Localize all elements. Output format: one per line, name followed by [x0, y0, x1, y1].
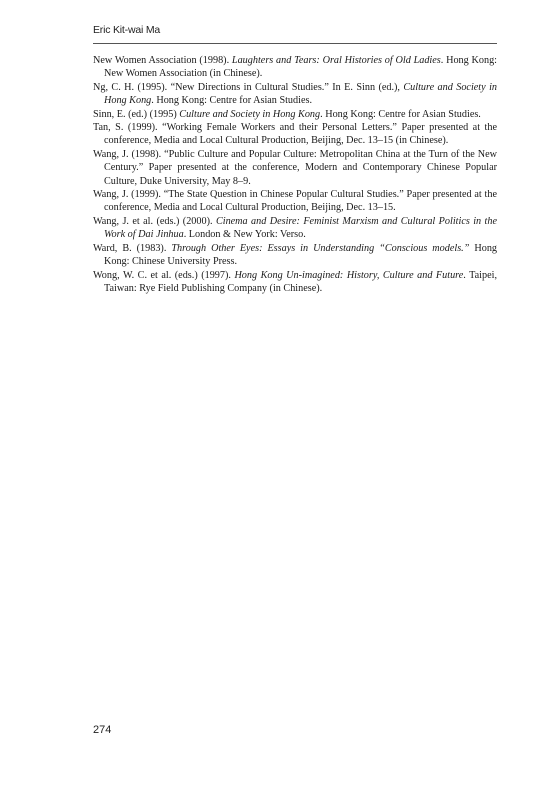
reference-text: . Hong Kong: Centre for Asian Studies. [151, 95, 312, 107]
reference-entry [93, 121, 497, 148]
reference-text: Ward, B. (1983). [93, 242, 172, 254]
reference-entry [93, 81, 497, 108]
page-number: 274 [93, 724, 112, 736]
header-rule [93, 43, 497, 44]
reference-list [93, 54, 497, 295]
reference-text: . Hong Kong: New Women Association (in Chinese). [104, 55, 497, 80]
reference-title: Culture and Society in Hong Kong [104, 81, 497, 107]
running-header: Eric Kit-wai Ma [93, 24, 161, 36]
reference-text: New Women Association (1998). [93, 55, 232, 66]
reference-text: Wang, J. et al. (eds.) (2000). [93, 215, 216, 227]
reference-title: Cinema and Desire: Feminist Marxism and Cultural Politics in the Work of Dai Jinhua [104, 215, 498, 241]
reference-text: . London & New York: Verso. [183, 229, 306, 241]
reference-entry [93, 269, 497, 296]
reference-entry [93, 108, 497, 121]
reference-text: Wang, J. (1999). “The State Question in Chinese Popular Cultural Studies.” Paper presented at the conference, Media and Local Cultural Production, Beijing, Dec. 13–15. [93, 189, 497, 214]
reference-text: . Taipei, Taiwan: Rye Field Publishing Company (in Chinese). [104, 269, 498, 294]
reference-entry [93, 54, 497, 81]
reference-entry [93, 188, 497, 215]
reference-text: Hong Kong: Chinese University Press. [104, 242, 498, 268]
reference-text: . Hong Kong: Centre for Asian Studies. [320, 108, 481, 120]
reference-text: Sinn, E. (ed.) (1995) [93, 108, 180, 120]
reference-text: Ng, C. H. (1995). “New Directions in Cultural Studies.” In E. Sinn (ed.), [93, 81, 404, 93]
reference-text: Tan, S. (1999). “Working Female Workers and their Personal Letters.” Paper presented at the conference, Media and Local Cultural Production, Beijing, Dec. 13–15 (in Chinese). [93, 122, 497, 147]
reference-title: Laughters and Tears: Oral Histories of Old Ladies [231, 55, 441, 66]
reference-title: Through Other Eyes: Essays in Understanding “Conscious models.” [171, 242, 470, 254]
reference-entry [93, 215, 497, 242]
reference-entry [93, 148, 497, 188]
reference-text: Wong, W. C. et al. (eds.) (1997). [93, 269, 235, 281]
reference-title: Culture and Society in Hong Kong [179, 108, 321, 120]
reference-text: Wang, J. (1998). “Public Culture and Popular Culture: Metropolitan China at the Turn of the New Century.” Paper presented at the conference, Modern and Contemporary Chinese Popular Culture, Duke University, May 8–9. [93, 148, 497, 187]
reference-title: Hong Kong Un-imagined: History, Culture and Future [234, 269, 464, 281]
reference-entry [93, 242, 497, 269]
